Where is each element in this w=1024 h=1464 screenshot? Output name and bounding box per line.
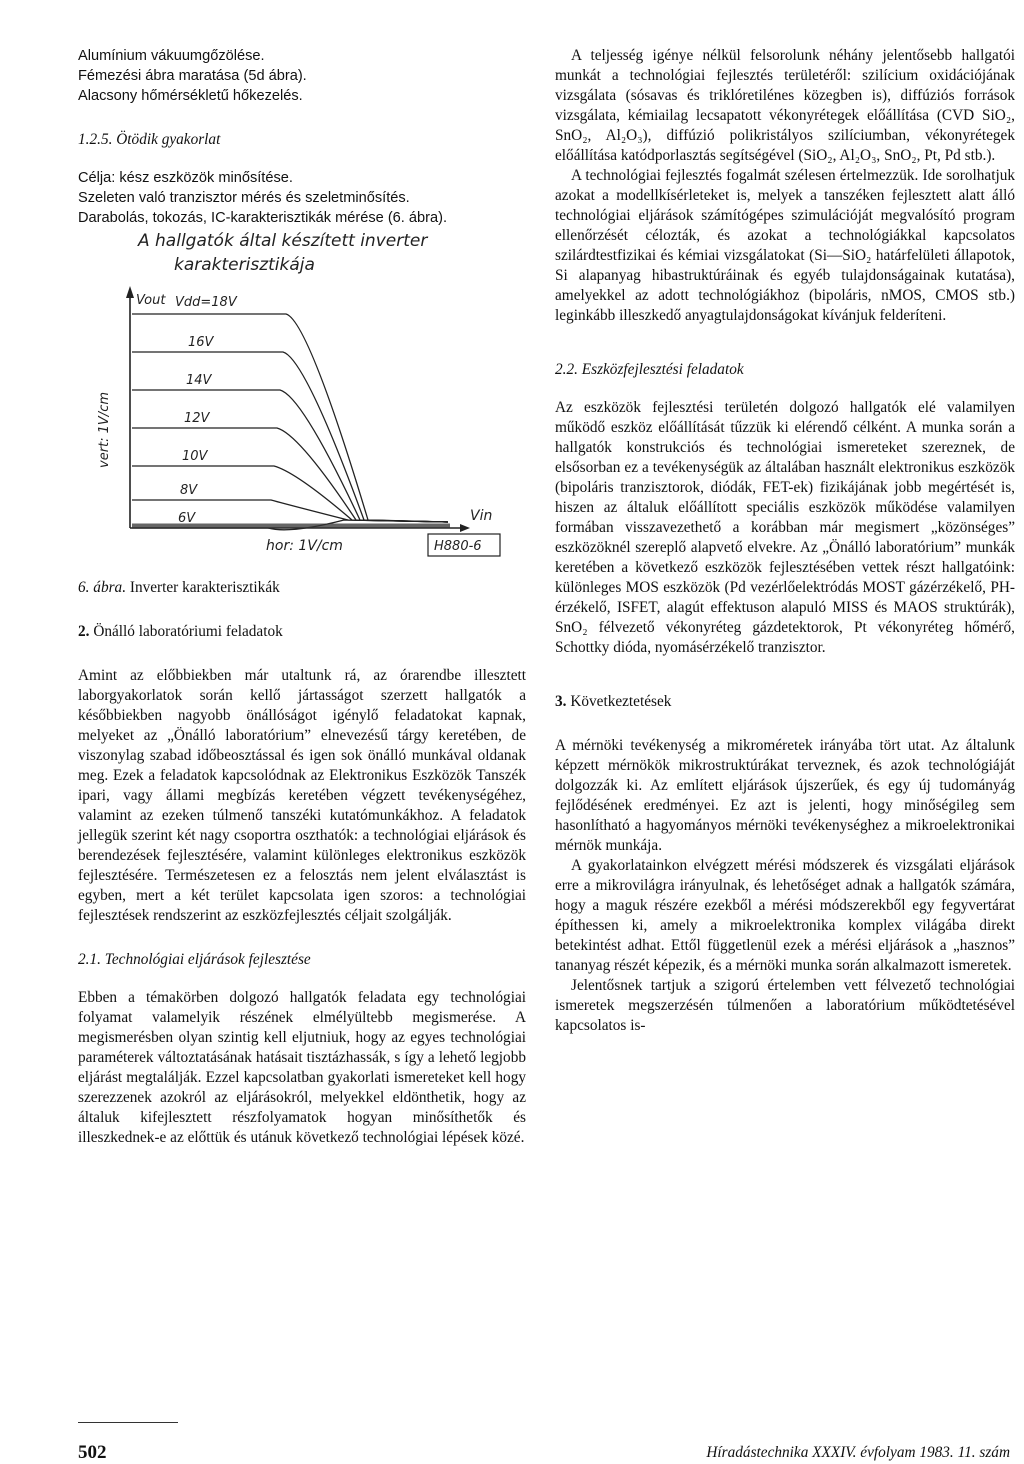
figure-title-line-1: A hallgatók által készített inverter bbox=[138, 231, 428, 251]
curve-label: 6V bbox=[178, 511, 196, 526]
curve-label: 16V bbox=[188, 335, 214, 350]
curve-label: 8V bbox=[180, 483, 198, 498]
curve-label: 12V bbox=[184, 411, 210, 426]
section-number: 2. bbox=[78, 623, 90, 640]
paragraph: A teljesség igénye nélkül felsorolunk néhány jelentősebb hallgatói munkát a technológiai fejlesztés területéről: szilícium oxidációjának vizsgálata (sósavas és triklóretilénes közegben is), diffúziós források vizsgálata, kémiailag lecsapatott vékonyrétegek előállítása (CVD SiO₂, SnO₂, Al₂O₃), diffúzió polikristályos szilíciumban, vékonyrétegek előállítása katódporlasztás segítségével (SiO₂, Al₂O₃, SnO₂, Pt, Pd stb.). bbox=[555, 47, 1015, 164]
text-line: Darabolás, tokozás, IC-karakterisztikák mérése (6. ábra). bbox=[78, 210, 448, 226]
section-heading-3 bbox=[555, 692, 1015, 712]
figure-caption-number: 6. ábra. bbox=[78, 579, 127, 596]
paragraph: A mérnöki tevékenység a mikroméretek irányába tört utat. Az általunk képzett mérnökök mikrostruktúrákat terveznek, és azok technológiáját dolgozzák ki. Az említett eljárások újszerűek, és egy új tudományág fejlődésének eredményei. Ez azt is jelenti, hogy minőségileg sem hasonlítható a hagyományos mérnöki tevékenységhez a mikroelektronikai mérnök munkája. bbox=[555, 737, 1015, 854]
section-heading-2-1: 2.1. Technológiai eljárások fejlesztése bbox=[78, 951, 311, 968]
paragraph: Az eszközök fejlesztési területén dolgozó hallgatók elé valamilyen működő eszköz előállítását tűzzük ki elérendő célként. A munka során a hallgatók konstrukciós és technológiai ismereteket szereznek, de elsősorban ez a tevékenységük az általában használt elektronikus eszközök (bipoláris tranzisztorok, diódák, FET-ek) fizikájának jobb megértését is, hiszen az általuk előállított speciális eszközök működése valamilyen formában visszavezethető a korábban már megismert „közönséges” eszközöknél szereplő alapvető elvekre. Az „Önálló laboratórium” munkák keretében a következő eszközök fejlesztésében vettek részt hallgatóink: különleges MOS eszközök (Pd vezérlőelektródás MOST gázérzékelő, PH-érzékelő, ISFET, alagút effektuson alapuló MISS és MAOS struktúrák), SnO₂ félvezető vékonyréteg gázdetektorok, Pt vékonyréteg hőmérő, Schottky dióda, nyomásérzékelő tranzisztor. bbox=[555, 399, 1015, 656]
section-title: Önálló laboratóriumi feladatok bbox=[93, 623, 283, 640]
text-line: Szeleten való tranzisztor mérés és szeletminősítés. bbox=[78, 190, 410, 206]
transfer-curve bbox=[132, 390, 448, 522]
x-axis-arrow bbox=[460, 524, 470, 532]
text-line: Alumínium vákuumgőzölése. bbox=[78, 48, 265, 64]
paragraph: A technológiai fejlesztés fogalmát szélesen értelmezzük. Ide sorolhatjuk azokat a modellkísérleteket is, melyek a tanszéken fejlesztett alatt álló technológiai eljárások számítógépes szimulációját megvalósító program ellenőrzését célozták, és azokat a technológiákkal kapcsolatos szilárdtestfizikai és kémiai vizsgálatokat (Si—SiO₂ határfelületi állapotok, Si alapanyag hibastruktúráinak és egyéb tulajdonságainak kutatása), amelyekkel az adott technológiákhoz (bipoláris, nMOS, CMOS stb.) leginkább illeszkedő anyagtulajdonságokat kívánjuk felderíteni. bbox=[555, 167, 1015, 324]
inverter-plot bbox=[78, 228, 526, 578]
y-axis-arrow bbox=[126, 286, 134, 298]
right-column bbox=[555, 46, 1015, 1036]
figure-6-inverter-characteristics bbox=[78, 228, 526, 578]
paragraph: A gyakorlatainkon elvégzett mérési módszerek és vizsgálati eljárások erre a mikrovilágra irányulnak, és lehetőséget adnak a hallgatók számára, hogy a maguk részére ezekből a mérési módszerekből egy fegyvertárat építhessen ki, amely a mikroelektronika komplex világába direkt betekintést adhat. Ettől függetlenül ezek a mérési eljárások a „hasznos” tananyag részét képezik, és a mérnöki munka során alkalmazott ismeretek. bbox=[555, 857, 1015, 974]
figure-code: H880-6 bbox=[434, 539, 482, 554]
curve-labels bbox=[178, 335, 215, 526]
journal-footer: Híradástechnika XXXIV. évfolyam 1983. 11. szám bbox=[706, 1444, 1010, 1461]
figure-caption-text: Inverter karakterisztikák bbox=[129, 579, 280, 596]
curve-label: 10V bbox=[182, 449, 208, 464]
section-heading-2-2: 2.2. Eszközfejlesztési feladatok bbox=[555, 361, 744, 378]
text-line: Alacsony hőmérsékletű hőkezelés. bbox=[78, 88, 303, 104]
section-heading-2 bbox=[78, 622, 526, 642]
paragraph: Amint az előbbiekben már utaltunk rá, az órarendbe illesztett laborgyakorlatok során kellő jártasságot szerzett hallgatók a későbbiekben nagyobb önállóságot igénylő feladatokat kapnak, melyeket az „Önálló laboratórium” elnevezésű tárgy keretében, de viszonylag szabad időbeosztással és igen sok önálló munkával oldanak meg. Ezek a feladatok kapcsolódnak az Elektronikus Eszközök Tanszék ipari, vagy állami megbízás keretében végzett tevékenységéhez, valamint az ezeken túlmenő tanszéki kutatómunkákhoz. A feladatok jellegük szerint két nagy csoportra oszthatók: a technológiai eljárások és berendezések fejlesztésére, valamint különleges elektronikus eszközök fejlesztésére. Természetesen ez a felosztás nem jelent elválasztást is egyben, mert a két terület kapcsolata igen szoros: a technológiai fejlesztések rendszerint az eszközfejlesztés céljait szolgálják. bbox=[78, 667, 526, 924]
hor-label: hor: 1V/cm bbox=[266, 538, 343, 554]
paragraph: Ebben a témakörben dolgozó hallgatók feladata egy technológiai folyamat valamelyik részének elmélyültebb megismerése. A megismerésben olyan szintig kell eljutniuk, hogy az egyes technológiai paraméterek változtatásának hatásait tisztázhassák, s így a lehető legjobb eljárást megtalálják. Ezzel kapcsolatban gyakorlati ismereteket kell hogy szerezzenek azokról az eljárásokról, melyekkel eldönthetik, hogy az általuk kifejlesztett részfolyamatok hogyan minősíthetők és illeszkednek-e az előttük és utánuk következő technológiai lépések közé. bbox=[78, 989, 526, 1146]
vout-label: Vout bbox=[136, 293, 166, 308]
figure-caption bbox=[78, 578, 526, 598]
vdd-label: Vdd=18V bbox=[175, 295, 237, 310]
paragraph: Jelentősnek tartjuk a szigorú értelemben vett félvezető technológiai ismeretek megszerzésén túlmenően a laboratórium működtetésével kapcsolatos is- bbox=[555, 977, 1015, 1034]
left-column bbox=[78, 46, 526, 1148]
text-line: Fémezési ábra maratása (5d ábra). bbox=[78, 68, 307, 84]
section-number: 3. bbox=[555, 693, 567, 710]
page-number: 502 bbox=[78, 1442, 107, 1463]
vin-label: Vin bbox=[470, 508, 493, 524]
figure-title-line-2: karakterisztikája bbox=[174, 255, 315, 275]
text-line: Célja: kész eszközök minősítése. bbox=[78, 170, 293, 186]
curve-label: 14V bbox=[186, 373, 212, 388]
section-title: Következtetések bbox=[570, 693, 672, 710]
section-heading-1-2-5: 1.2.5. Ötödik gyakorlat bbox=[78, 131, 221, 148]
footer-rule bbox=[78, 1422, 178, 1423]
transfer-curve bbox=[132, 428, 448, 522]
y-axis-label: vert: 1V/cm bbox=[97, 391, 112, 468]
